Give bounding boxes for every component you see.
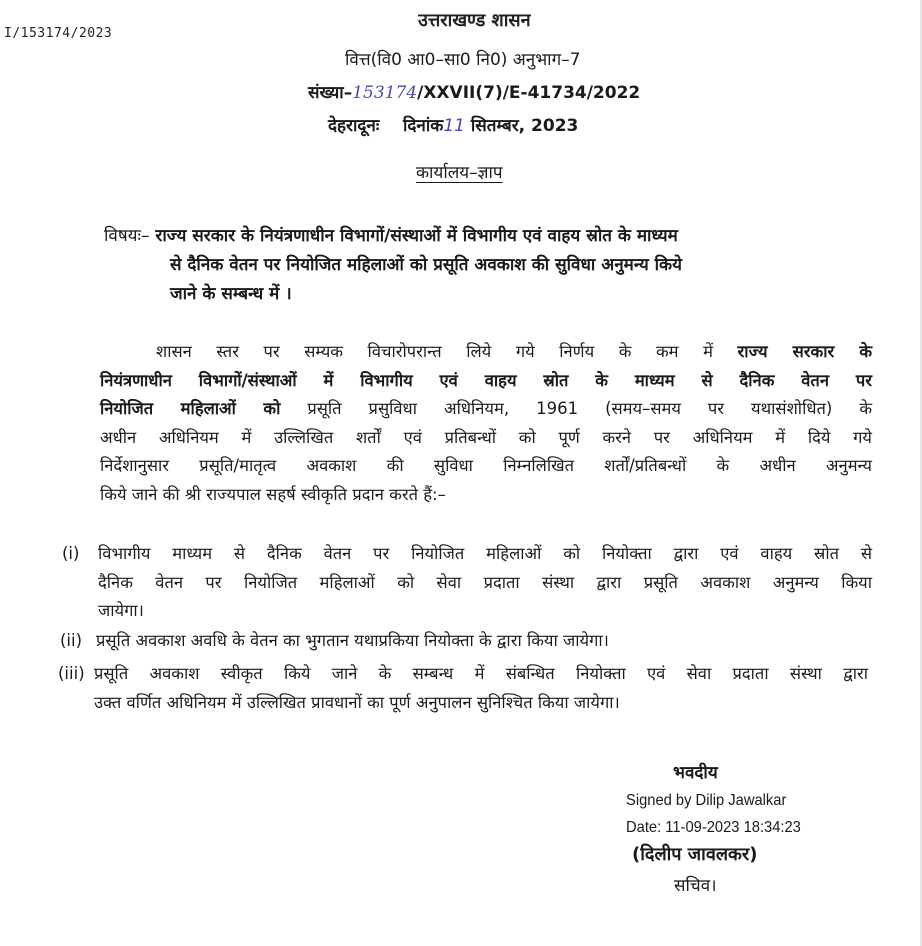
department-header: उत्तराखण्ड शासन	[418, 14, 531, 28]
letter-number	[308, 80, 640, 103]
number-handwritten: 153174	[352, 83, 418, 103]
body-line-2: नियंत्रणाधीन विभागों/संस्थाओं में विभागीय एवं वाहय स्रोत के माध्यम से दैनिक वेतन पर	[100, 370, 872, 390]
subject	[104, 222, 872, 309]
closing-salutation: भवदीय	[673, 763, 718, 783]
body-line-6: किये जाने की श्री राज्यपाल सहर्ष स्वीकृति प्रदान करते हैं:–	[100, 484, 446, 504]
date-suffix: सितम्बर, 2023	[470, 116, 579, 136]
condition-line: विभागीय माध्यम से दैनिक वेतन पर नियोजित महिलाओं को नियोक्ता द्वारा एवं वाहय स्रोत से	[98, 544, 872, 563]
condition-line: दैनिक वेतन पर नियोजित महिलाओं को सेवा प्रदाता संस्था द्वारा प्रसूति अवकाश अनुमन्य किया	[98, 572, 872, 592]
body-text: शासन स्तर पर सम्यक विचारोपरान्त लिये गये निर्णय के कम में	[156, 342, 738, 361]
number-prefix: संख्या–	[308, 83, 353, 103]
date-handwritten: 11	[443, 116, 465, 136]
date-prefix: दिनांक	[403, 116, 444, 136]
condition-item	[58, 660, 868, 717]
condition-line: प्रसूति अवकाश स्वीकृत किये जाने के सम्बन्ध में संबन्धित नियोक्ता एवं सेवा प्रदाता संस्था द्वारा	[94, 664, 868, 683]
condition-line: उक्त वर्णित अधिनियम में उल्लिखित प्रावधानों का पूर्ण अनुपालन सुनिश्चित किया जायेगा।	[94, 692, 620, 712]
condition-line: जायेगा।	[98, 601, 144, 620]
body-bold-text: नियोजित महिलाओं को	[100, 399, 281, 418]
subject-text-1: राज्य सरकार के नियंत्रणाधीन विभागों/संस्थाओं में विभागीय एवं वाहय स्रोत के माध्यम	[149, 226, 678, 246]
subject-line-1	[104, 222, 872, 251]
number-suffix: /XXVII(7)/E-41734/2022	[417, 83, 641, 103]
condition-marker: (ii)	[60, 631, 83, 650]
memo-title: कार्यालय–ज्ञाप	[416, 163, 503, 183]
body-paragraph	[100, 338, 872, 509]
body-line-3	[100, 395, 872, 424]
body-line-5: निर्देशानुसार प्रसूति/मातृत्व अवकाश की सुविधा निम्नलिखित शर्तों/प्रतिबन्धों के अधीन अनुमन्य	[100, 456, 872, 475]
condition-line: प्रसूति अवकाश अवधि के वेतन का भुगतान यथाप्रकिया नियोक्ता के द्वारा किया जायेगा।	[96, 631, 609, 650]
body-line-1	[100, 338, 872, 367]
body-bold-text: राज्य सरकार के	[737, 342, 872, 361]
condition-text	[96, 627, 870, 656]
body-line-4: अधीन अधिनियम में उल्लिखित शर्तों एवं प्रतिबन्धों को पूर्ण करने पर अधिनियम में दिये गये	[100, 427, 872, 447]
condition-marker: (iii)	[58, 664, 85, 683]
body-text: प्रसूति प्रसुविधा अधिनियम, 1961 (समय–समय पर यथासंशोधित) के	[280, 399, 873, 418]
place-date	[328, 113, 578, 136]
subject-line-2: से दैनिक वेतन पर नियोजित महिलाओं को प्रसूति अवकाश की सुविधा अनुमन्य किये	[170, 255, 682, 275]
digital-signature-name: Signed by Dilip Jawalkar	[626, 792, 787, 809]
subject-label: विषयः–	[104, 226, 150, 246]
section-name: वित्त(वि0 आ0–सा0 नि0) अनुभाग–7	[345, 50, 581, 70]
condition-marker: (i)	[62, 544, 80, 563]
condition-item	[62, 540, 872, 626]
condition-text	[98, 540, 872, 626]
file-number: I/153174/2023	[4, 26, 113, 41]
condition-item	[60, 627, 870, 656]
condition-text	[94, 660, 868, 717]
digital-signature-date: Date: 11-09-2023 18:34:23	[626, 819, 801, 836]
signatory-name: (दिलीप जावलकर)	[632, 844, 758, 865]
place: देहरादूनः	[328, 116, 380, 136]
subject-line-3: जाने के सम्बन्ध में ।	[170, 284, 292, 304]
signatory-designation: सचिव।	[674, 876, 717, 896]
